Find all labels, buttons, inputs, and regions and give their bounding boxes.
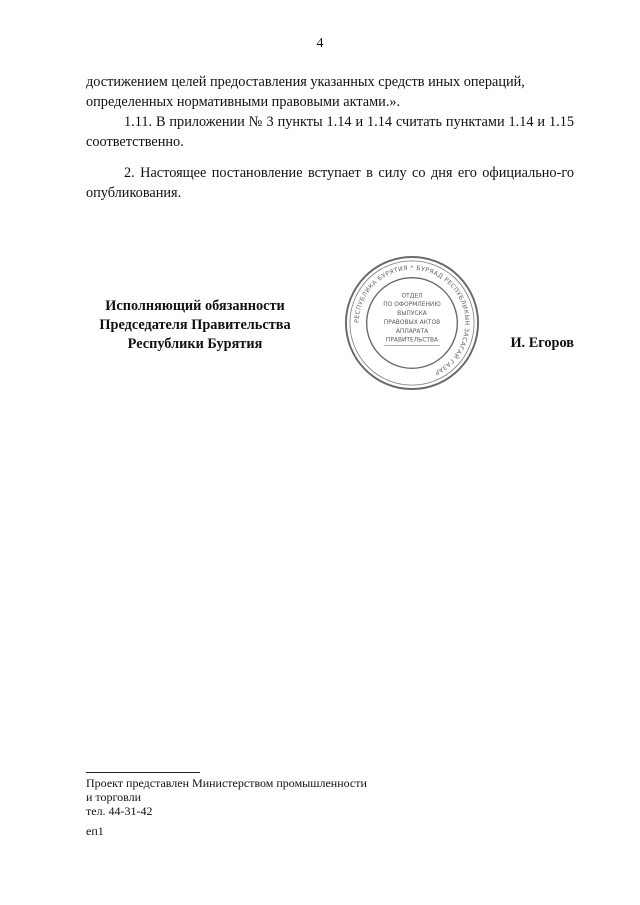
footnote-line: Проект представлен Министерством промышленности [86, 776, 367, 790]
page-number: 4 [316, 36, 324, 51]
footnote [86, 776, 367, 818]
seal-center-text: ВЫПУСКА [397, 311, 427, 318]
signatory-title-line: Республики Бурятия [127, 336, 263, 352]
footnote-line: тел. 44-31-42 [86, 804, 153, 818]
seal-center-text: ОТДЕЛ [401, 293, 423, 300]
seal-center-text: ПО ОФОРМЛЕНИЮ [383, 302, 441, 309]
seal-center-text: ПРАВИТЕЛЬСТВА [385, 337, 439, 344]
seal-center-text: АППАРАТА [395, 328, 429, 335]
seal-ring-text: РЕСПУБЛИКА БУРЯТИЯ * БУРЯАД РЕСПУБЛИКЫН ЗАСАГАЙ ГАЗАР [353, 264, 471, 376]
footnote-divider [86, 772, 200, 773]
paragraph-line: определенных нормативными правовыми актами.». [86, 94, 401, 110]
paragraph-item-1-11: 1.11. В приложении № 3 пункты 1.14 и 1.14 считать пунктами 1.14 и 1.15 соответственно. [86, 114, 574, 150]
document-code: еп1 [86, 824, 104, 838]
signatory-title-line: Председателя Правительства [99, 317, 291, 333]
footnote-line: и торговли [86, 790, 142, 804]
paragraph-item-2: 2. Настоящее постановление вступает в силу со дня его официально-го опубликования. [86, 165, 574, 201]
paragraph-continuation [86, 72, 574, 112]
signatory-name: И. Егоров [510, 335, 574, 351]
seal-center-text: ПРАВОВЫХ АКТОВ [383, 319, 441, 326]
official-seal-stamp [343, 254, 481, 392]
signatory-title [80, 297, 310, 354]
paragraph-line: достижением целей предоставления указанных средств иных операций, [86, 74, 525, 90]
signatory-title-line: Исполняющий обязанности [105, 298, 285, 314]
